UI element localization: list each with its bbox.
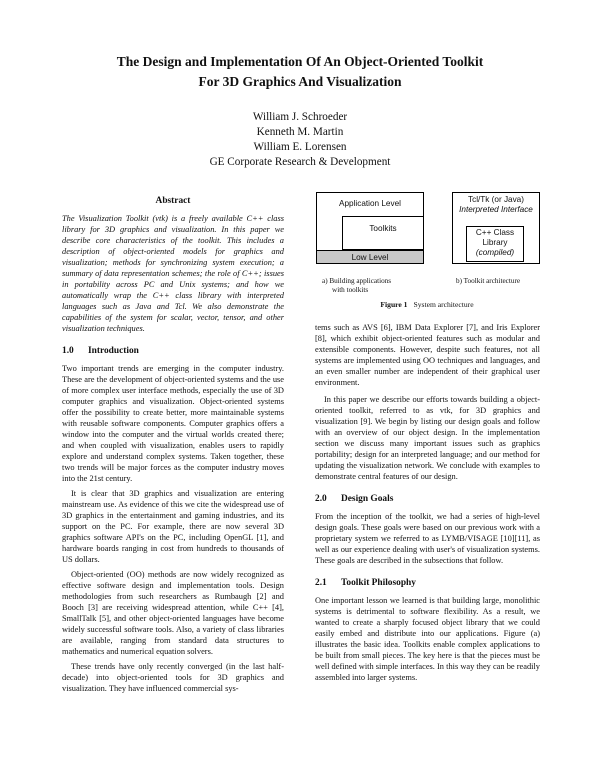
author-1: William J. Schroeder [252, 111, 348, 123]
author-block [0, 110, 600, 170]
section-heading-design-goals [315, 494, 540, 505]
left-column [62, 196, 284, 698]
figure-title [312, 300, 542, 309]
section-heading-introduction [62, 346, 284, 357]
intro-continuation: tems such as AVS [6], IBM Data Explorer [7], and Iris Explorer [8], which exhibit object-oriented features such as modular and extensible components. However, despite such features, not all systems are implemented using OO techniques and languages, and an even smaller number are independent of their graphical user environment. [315, 323, 540, 387]
author-2: Kenneth M. Martin [256, 126, 344, 138]
figure-1 [312, 188, 542, 318]
cpp-label-line-2: Library [482, 238, 508, 247]
figure-label: Figure 1 [380, 300, 408, 309]
toolkit-philosophy-paragraph: One important lesson we learned is that building large, monolithic systems is detrimental to software flexibility. As a result, we wanted to create a sharply focused object library that we could easily embed and distribute into our applications. Figure (a) illustrates the basic idea. Toolkits enable complex applications to be built from small pieces. The key here is that the pieces must be well defined with simple interfaces. In this way they can be readily assembled into larger systems. [315, 596, 540, 682]
figure-caption-a [322, 277, 391, 295]
paper-title [0, 52, 600, 92]
section-title: Introduction [88, 346, 139, 356]
abstract-heading: Abstract [155, 196, 191, 206]
title-line-2: For 3D Graphics And Visualization [198, 74, 402, 89]
section-number: 2.0 [315, 494, 327, 504]
affiliation: GE Corporate Research & Development [209, 156, 391, 168]
application-level-label: Application Level [339, 199, 401, 208]
section-title: Toolkit Philosophy [341, 578, 416, 588]
intro-paragraph-2: It is clear that 3D graphics and visualization are entering mainstream use. As evidence of this we cite the widespread use of 3D graphics in the entertainment and gaming industries, and its support on the PC. For example, there are now several 3D graphics software API's on the PC, including OpenGL [1], and hardware boards ranging in cost from hundreds to thousands of US dollars. [62, 489, 284, 564]
section-number: 1.0 [62, 346, 74, 356]
caption-a-line-2: with toolkits [332, 286, 369, 294]
right-column [315, 322, 540, 687]
section-title: Design Goals [341, 494, 394, 504]
toolkits-box [342, 216, 424, 250]
low-level-label: Low Level [351, 253, 389, 262]
design-goals-paragraph: From the inception of the toolkit, we had a series of high-level design goals. These goals were based on our previous work with a proprietary system we referred to as LYMB/VISAGE [10][11], as well as our experience dealing with user's of visualization systems. These goals are described in the subsections that follow. [315, 512, 540, 565]
tcl-label-line-1: Tcl/Tk (or Java) [468, 195, 524, 204]
intro-paragraph-5: In this paper we describe our efforts towards building a object-oriented toolkit, referred to as vtk, for 3D graphics and visualization [9]. We begin by listing our design goals and follow with an overview of our object design. In the implementation section we discuss many important issues such as graphics portability; design for an interpreted language; and our method for updating the visualization network. We conclude with examples to demonstrate central features of our design. [315, 395, 540, 481]
author-3: William E. Lorensen [253, 141, 347, 153]
figure-caption-b: b) Toolkit architecture [456, 277, 521, 285]
section-number: 2.1 [315, 578, 327, 588]
caption-a-line-1: a) Building applications [322, 277, 392, 285]
low-level-box [316, 250, 424, 264]
intro-paragraph-3: Object-oriented (OO) methods are now widely recognized as effective software design and implementation tools. Design methodologies from such researchers as Rumbaugh [2] and Booch [3] are receiving widespread attention, while C++ [4], SmallTalk [5], and other object-oriented languages have become widely successful software tools. Also, a variety of class libraries are available, ranging from standard data structures to mathematics and numerical equation solvers. [62, 570, 284, 656]
tcl-label-line-2: Interpreted Interface [459, 205, 533, 214]
toolkits-label: Toolkits [369, 224, 397, 233]
cpp-label-line-3: (compiled) [475, 248, 515, 257]
figure-caption: System architecture [413, 300, 474, 309]
intro-paragraph-4: These trends have only recently converged (in the last half-decade) into object-oriented tools for 3D graphics and visualization. They have influenced commercial sys- [62, 662, 284, 693]
cpp-label-line-1: C++ Class [475, 228, 515, 237]
title-line-1: The Design and Implementation Of An Object-Oriented Toolkit [116, 54, 484, 69]
intro-paragraph-1: Two important trends are emerging in the computer industry. These are the development of object-oriented systems and the use of more complex user interface methods, especially the use of 3D computer graphics and visualization. Object-oriented systems offer the possibility to create better, more maintainable systems with reusable software components. Computer graphics offers a window into the computer and the virtual worlds created there; and when coupled with visualization, enables users to rapidly explore and understand complex systems. Taken together, these two trends will be major forces as the computer industry moves into the 21st century. [62, 364, 284, 483]
section-heading-toolkit-philosophy [315, 578, 540, 589]
abstract-text: The Visualization Toolkit (vtk) is a freely available C++ class library for 3D graphics and visualization. In this paper we describe core characteristics of the toolkit. This includes a description of object-oriented models for graphics and visualization; methods for synchronizing system execution; a summary of data representation schemes; the role of C++; issues in portability across PC and Unix systems; and how we automatically wrap the C++ class library with interpreted languages such as Java and Tcl. We also demonstrate the capabilities of the system for scalar, vector, tensor, and other visualization techniques. [62, 214, 284, 333]
cpp-library-box [466, 226, 524, 262]
